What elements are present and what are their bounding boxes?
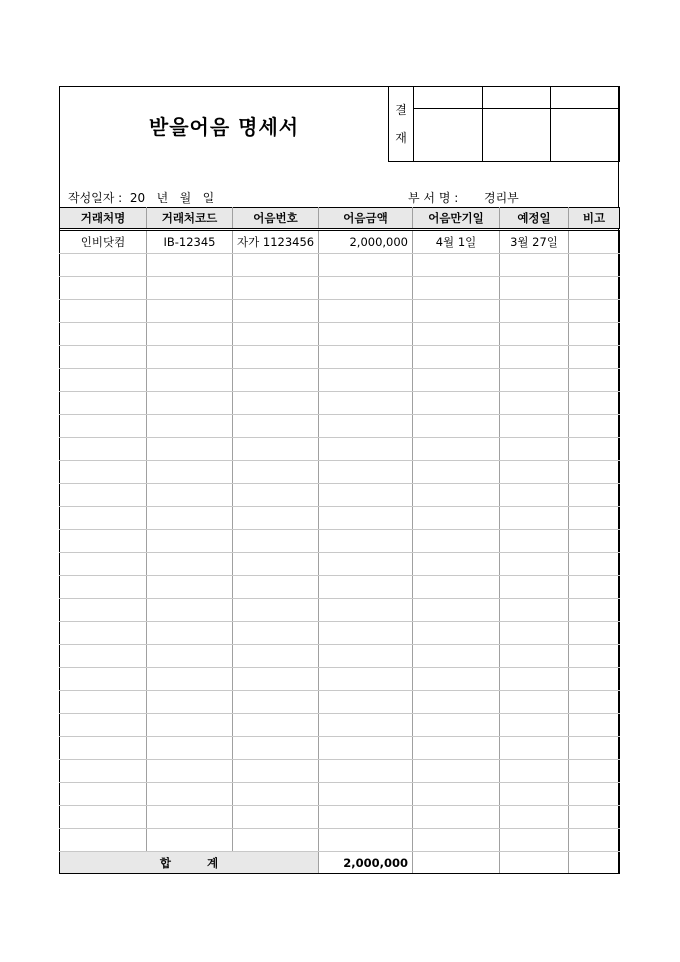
table-row (60, 392, 620, 415)
empty-cell[interactable] (569, 323, 620, 346)
table-row (60, 645, 620, 668)
empty-cell[interactable] (147, 530, 233, 553)
empty-cell[interactable] (233, 783, 319, 806)
empty-cell[interactable] (319, 438, 413, 461)
empty-cell[interactable] (319, 714, 413, 737)
approval-signature-cell[interactable] (414, 109, 483, 162)
empty-cell[interactable] (233, 668, 319, 691)
cell-remarks[interactable] (569, 230, 620, 254)
empty-cell[interactable] (233, 346, 319, 369)
table-row (60, 806, 620, 829)
empty-cell[interactable] (147, 760, 233, 783)
empty-cell[interactable] (319, 277, 413, 300)
table-row (60, 530, 620, 553)
empty-cell[interactable] (147, 300, 233, 323)
empty-cell[interactable] (60, 829, 147, 852)
empty-cell[interactable] (319, 369, 413, 392)
empty-cell[interactable] (413, 553, 500, 576)
empty-cell[interactable] (500, 530, 569, 553)
table-row (60, 622, 620, 645)
empty-cell[interactable] (233, 277, 319, 300)
empty-cell[interactable] (233, 760, 319, 783)
empty-cell[interactable] (413, 599, 500, 622)
empty-cell[interactable] (60, 576, 147, 599)
empty-cell[interactable] (413, 300, 500, 323)
empty-cell[interactable] (147, 461, 233, 484)
table-row (60, 553, 620, 576)
empty-cell[interactable] (569, 530, 620, 553)
empty-cell[interactable] (60, 691, 147, 714)
empty-cell[interactable] (60, 323, 147, 346)
empty-cell[interactable] (413, 369, 500, 392)
empty-cell[interactable] (233, 714, 319, 737)
empty-cell[interactable] (147, 438, 233, 461)
empty-cell[interactable] (319, 346, 413, 369)
bill-table (59, 207, 620, 874)
empty-cell[interactable] (500, 760, 569, 783)
empty-cell[interactable] (60, 599, 147, 622)
table-row (60, 323, 620, 346)
empty-cell[interactable] (147, 553, 233, 576)
empty-cell[interactable] (60, 392, 147, 415)
table-row (60, 714, 620, 737)
empty-cell[interactable] (569, 645, 620, 668)
empty-cell[interactable] (233, 369, 319, 392)
empty-cell[interactable] (147, 806, 233, 829)
table-row (60, 599, 620, 622)
empty-cell[interactable] (233, 484, 319, 507)
empty-cell[interactable] (147, 323, 233, 346)
table-row (60, 760, 620, 783)
total-empty-cell (569, 852, 620, 874)
empty-cell[interactable] (319, 392, 413, 415)
empty-cell[interactable] (319, 737, 413, 760)
empty-cell[interactable] (569, 760, 620, 783)
empty-cell[interactable] (500, 415, 569, 438)
empty-cell[interactable] (413, 484, 500, 507)
empty-cell[interactable] (569, 254, 620, 277)
empty-cell[interactable] (60, 714, 147, 737)
approval-header-cell[interactable] (482, 87, 551, 109)
empty-cell[interactable] (60, 737, 147, 760)
empty-cell[interactable] (569, 553, 620, 576)
cell-scheduled-date[interactable]: 3월 27일 (500, 230, 569, 254)
total-empty-cell (500, 852, 569, 874)
empty-cell[interactable] (147, 668, 233, 691)
empty-cell[interactable] (60, 438, 147, 461)
empty-cell[interactable] (413, 714, 500, 737)
empty-cell[interactable] (319, 484, 413, 507)
empty-cell[interactable] (233, 553, 319, 576)
cell-bill-amount[interactable]: 2,000,000 (319, 230, 413, 254)
empty-cell[interactable] (233, 507, 319, 530)
empty-cell[interactable] (569, 392, 620, 415)
empty-cell[interactable] (233, 415, 319, 438)
table-row (60, 737, 620, 760)
empty-cell[interactable] (569, 461, 620, 484)
empty-cell[interactable] (500, 576, 569, 599)
empty-cell[interactable] (569, 507, 620, 530)
empty-cell[interactable] (569, 668, 620, 691)
empty-cell[interactable] (413, 392, 500, 415)
empty-cell[interactable] (319, 254, 413, 277)
empty-cell[interactable] (319, 507, 413, 530)
empty-cell[interactable] (60, 760, 147, 783)
table-row (60, 668, 620, 691)
approval-signature-cell[interactable] (551, 109, 620, 162)
cell-due-date[interactable]: 4월 1일 (413, 230, 500, 254)
table-row (60, 438, 620, 461)
approval-header-cell[interactable] (414, 87, 483, 109)
empty-cell[interactable] (60, 484, 147, 507)
empty-cell[interactable] (500, 484, 569, 507)
empty-cell[interactable] (233, 599, 319, 622)
empty-cell[interactable] (60, 277, 147, 300)
empty-cell[interactable] (413, 668, 500, 691)
empty-cell[interactable] (319, 461, 413, 484)
empty-cell[interactable] (413, 530, 500, 553)
table-row (60, 300, 620, 323)
dept-value: 경리부 (484, 191, 519, 205)
empty-cell[interactable] (60, 553, 147, 576)
empty-cell[interactable] (500, 392, 569, 415)
empty-cell[interactable] (569, 277, 620, 300)
empty-cell[interactable] (500, 461, 569, 484)
empty-cell[interactable] (233, 806, 319, 829)
empty-cell[interactable] (147, 392, 233, 415)
empty-cell[interactable] (233, 392, 319, 415)
empty-cell[interactable] (147, 369, 233, 392)
empty-cell[interactable] (147, 576, 233, 599)
empty-cell[interactable] (319, 691, 413, 714)
empty-cell[interactable] (147, 415, 233, 438)
empty-cell[interactable] (413, 277, 500, 300)
empty-cell[interactable] (413, 254, 500, 277)
empty-cell[interactable] (147, 691, 233, 714)
empty-cell[interactable] (319, 829, 413, 852)
approval-box (388, 86, 620, 162)
empty-cell[interactable] (233, 829, 319, 852)
empty-cell[interactable] (147, 277, 233, 300)
table-row (60, 507, 620, 530)
empty-cell[interactable] (319, 576, 413, 599)
table-row (60, 691, 620, 714)
empty-cell[interactable] (413, 622, 500, 645)
empty-cell[interactable] (319, 806, 413, 829)
table-row (60, 369, 620, 392)
empty-cell[interactable] (569, 415, 620, 438)
empty-cell[interactable] (569, 576, 620, 599)
table-row (60, 346, 620, 369)
table-row (60, 783, 620, 806)
empty-cell[interactable] (147, 783, 233, 806)
total-row (60, 852, 620, 874)
empty-cell[interactable] (319, 300, 413, 323)
empty-cell[interactable] (500, 507, 569, 530)
empty-cell[interactable] (569, 691, 620, 714)
empty-cell[interactable] (319, 668, 413, 691)
table-header-row (60, 208, 620, 230)
empty-cell[interactable] (500, 599, 569, 622)
empty-cell[interactable] (500, 737, 569, 760)
empty-cell[interactable] (500, 829, 569, 852)
empty-cell[interactable] (500, 369, 569, 392)
empty-cell[interactable] (413, 645, 500, 668)
empty-cell[interactable] (413, 783, 500, 806)
empty-cell[interactable] (569, 829, 620, 852)
approval-label (389, 87, 414, 162)
empty-cell[interactable] (319, 622, 413, 645)
empty-cell[interactable] (233, 300, 319, 323)
empty-cell[interactable] (413, 760, 500, 783)
approval-label-top: 결 (395, 103, 407, 117)
empty-cell[interactable] (413, 829, 500, 852)
cell-client-name[interactable]: 인비닷컴 (60, 230, 147, 254)
approval-signature-cell[interactable] (482, 109, 551, 162)
empty-cell[interactable] (569, 737, 620, 760)
empty-cell[interactable] (147, 599, 233, 622)
table-row (60, 415, 620, 438)
table-row (60, 277, 620, 300)
empty-cell[interactable] (147, 829, 233, 852)
table-row (60, 230, 620, 254)
empty-cell[interactable] (233, 530, 319, 553)
empty-cell[interactable] (500, 323, 569, 346)
empty-cell[interactable] (569, 599, 620, 622)
empty-cell[interactable] (500, 806, 569, 829)
table-row (60, 829, 620, 852)
empty-cell[interactable] (233, 576, 319, 599)
empty-cell[interactable] (413, 346, 500, 369)
empty-cell[interactable] (60, 300, 147, 323)
empty-cell[interactable] (500, 783, 569, 806)
table-row (60, 484, 620, 507)
empty-cell[interactable] (319, 645, 413, 668)
empty-cell[interactable] (60, 254, 147, 277)
header-bill-amount: 어음금액 (319, 208, 413, 230)
empty-cell[interactable] (147, 484, 233, 507)
empty-cell[interactable] (413, 507, 500, 530)
empty-cell[interactable] (500, 691, 569, 714)
cell-bill-number[interactable]: 자가 1123456 (233, 230, 319, 254)
header-bill-number: 어음번호 (233, 208, 319, 230)
header-client-code: 거래처코드 (147, 208, 233, 230)
empty-cell[interactable] (233, 737, 319, 760)
empty-cell[interactable] (60, 369, 147, 392)
empty-cell[interactable] (413, 806, 500, 829)
empty-cell[interactable] (569, 806, 620, 829)
empty-cell[interactable] (319, 783, 413, 806)
empty-cell[interactable] (500, 277, 569, 300)
empty-cell[interactable] (147, 254, 233, 277)
empty-cell[interactable] (233, 461, 319, 484)
dept-label: 부 서 명 : (408, 191, 459, 205)
empty-cell[interactable] (60, 507, 147, 530)
empty-cell[interactable] (319, 599, 413, 622)
empty-cell[interactable] (319, 415, 413, 438)
table-row (60, 254, 620, 277)
empty-cell[interactable] (500, 645, 569, 668)
empty-cell[interactable] (569, 438, 620, 461)
statement-sheet (59, 86, 619, 874)
empty-cell[interactable] (60, 346, 147, 369)
empty-cell[interactable] (500, 254, 569, 277)
empty-cell[interactable] (60, 645, 147, 668)
empty-cell[interactable] (319, 323, 413, 346)
empty-cell[interactable] (233, 622, 319, 645)
empty-cell[interactable] (60, 783, 147, 806)
empty-cell[interactable] (60, 530, 147, 553)
approval-label-bottom: 재 (395, 131, 407, 145)
empty-cell[interactable] (413, 576, 500, 599)
empty-cell[interactable] (569, 346, 620, 369)
empty-cell[interactable] (500, 346, 569, 369)
empty-cell[interactable] (569, 622, 620, 645)
empty-cell[interactable] (147, 714, 233, 737)
empty-cell[interactable] (413, 691, 500, 714)
empty-cell[interactable] (413, 461, 500, 484)
total-empty-cell (413, 852, 500, 874)
empty-cell[interactable] (147, 622, 233, 645)
empty-cell[interactable] (569, 369, 620, 392)
empty-cell[interactable] (147, 737, 233, 760)
empty-cell[interactable] (413, 737, 500, 760)
document-title: 받을어음 명세서 (148, 115, 300, 139)
date-label: 작성일자 : 20 년 월 일 (68, 191, 215, 205)
empty-cell[interactable] (60, 622, 147, 645)
empty-cell[interactable] (60, 461, 147, 484)
empty-cell[interactable] (569, 783, 620, 806)
empty-cell[interactable] (500, 438, 569, 461)
empty-cell[interactable] (500, 714, 569, 737)
total-amount: 2,000,000 (319, 852, 413, 874)
empty-cell[interactable] (569, 714, 620, 737)
empty-cell[interactable] (413, 438, 500, 461)
empty-cell[interactable] (500, 668, 569, 691)
total-label: 합 계 (60, 852, 319, 874)
header-client-name: 거래처명 (60, 208, 147, 230)
empty-cell[interactable] (319, 553, 413, 576)
empty-cell[interactable] (147, 346, 233, 369)
empty-cell[interactable] (147, 645, 233, 668)
empty-cell[interactable] (233, 323, 319, 346)
empty-cell[interactable] (233, 438, 319, 461)
empty-cell[interactable] (60, 668, 147, 691)
table-row (60, 576, 620, 599)
empty-cell[interactable] (60, 415, 147, 438)
empty-cell[interactable] (147, 507, 233, 530)
empty-cell[interactable] (233, 645, 319, 668)
empty-cell[interactable] (500, 553, 569, 576)
empty-cell[interactable] (319, 530, 413, 553)
empty-cell[interactable] (319, 760, 413, 783)
empty-cell[interactable] (413, 323, 500, 346)
empty-cell[interactable] (413, 415, 500, 438)
table-row (60, 461, 620, 484)
empty-cell[interactable] (569, 300, 620, 323)
header-scheduled-date: 예정일 (500, 208, 569, 230)
approval-header-cell[interactable] (551, 87, 620, 109)
empty-cell[interactable] (233, 691, 319, 714)
header-due-date: 어음만기일 (413, 208, 500, 230)
empty-cell[interactable] (569, 484, 620, 507)
empty-cell[interactable] (500, 300, 569, 323)
empty-cell[interactable] (60, 806, 147, 829)
cell-client-code[interactable]: IB-12345 (147, 230, 233, 254)
empty-cell[interactable] (500, 622, 569, 645)
empty-cell[interactable] (233, 254, 319, 277)
header-remarks: 비고 (569, 208, 620, 230)
